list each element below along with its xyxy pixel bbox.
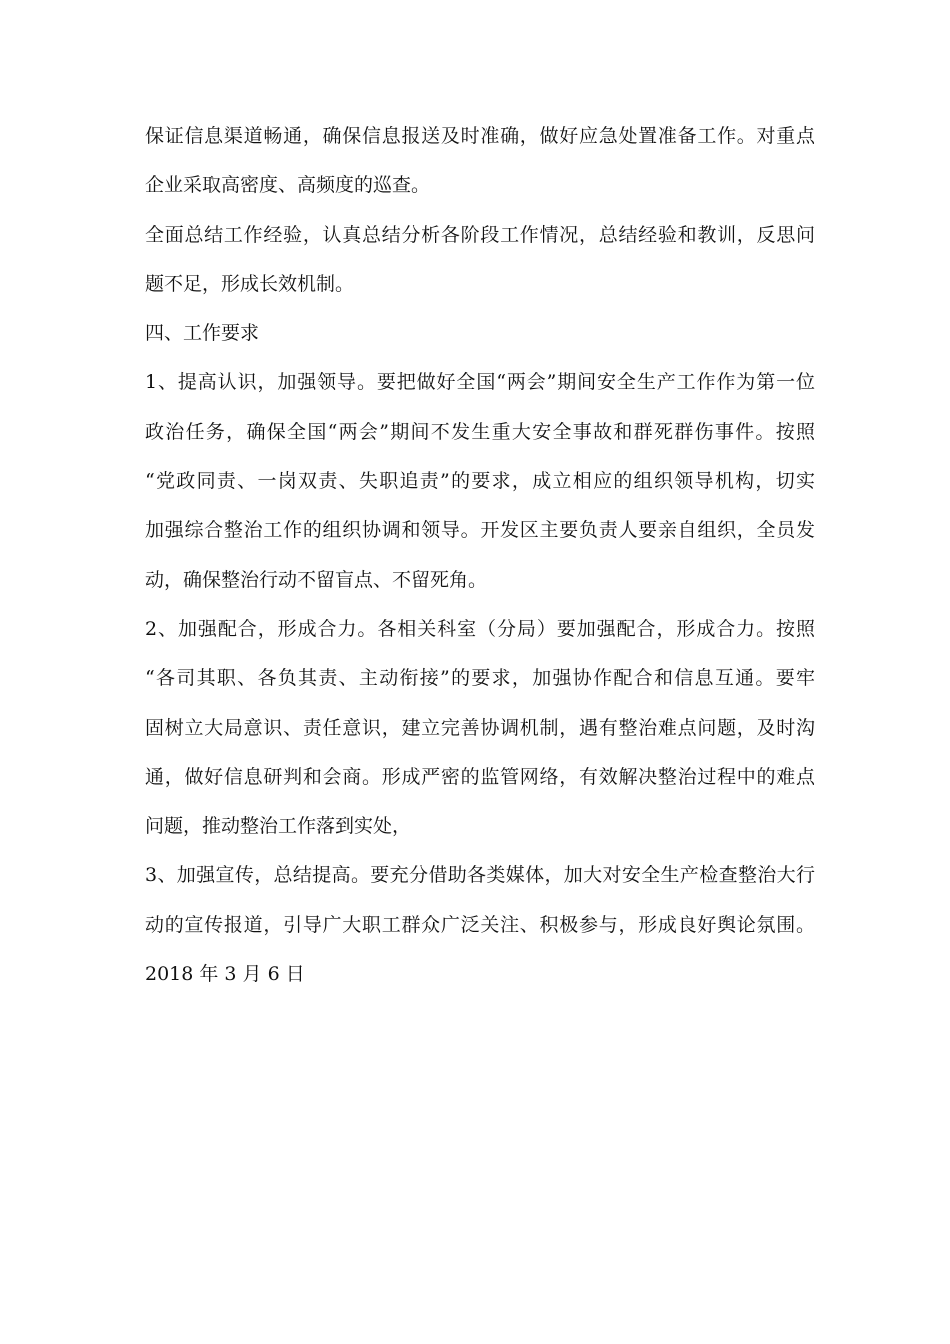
text-line: 保证信息渠道畅通，确保信息报送及时准确，做好应急处置准备工作。对重点 [145,125,815,147]
document-date: 2018 年 3 月 6 日 [145,963,305,986]
text-line: 问题，推动整治工作落到实处， [145,815,412,838]
text-line: 通，做好信息研判和会商。形成严密的监管网络，有效解决整治过程中的难点 [145,765,815,788]
text-line: 加强综合整治工作的组织协调和领导。开发区主要负责人要亲自组织，全员发 [145,519,815,542]
text-line: 全面总结工作经验，认真总结分析各阶段工作情况，总结经验和教训，反思问 [145,223,815,246]
text-line: 题不足，形成长效机制。 [145,272,355,295]
text-line: 企业采取高密度、高频度的巡查。 [145,174,431,197]
text-line: 政治任务，确保全国“两会”期间不发生重大安全事故和群死群伤事件。按照 [145,420,815,443]
text-line: 固树立大局意识、责任意识，建立完善协调机制，遇有整治难点问题，及时沟 [145,716,815,739]
text-line: 2、加强配合，形成合力。各相关科室（分局）要加强配合，形成合力。按照 [145,617,815,640]
text-line: “党政同责、一岗双责、失职追责”的要求，成立相应的组织领导机构，切实 [145,470,815,493]
text-line: 3、加强宣传，总结提高。要充分借助各类媒体，加大对安全生产检查整治大行 [145,864,815,887]
text-line: 1、提高认识，加强领导。要把做好全国“两会”期间安全生产工作作为第一位 [145,371,815,394]
document-body [145,112,815,999]
text-line: 动，确保整治行动不留盲点、不留死角。 [145,568,488,591]
text-line: “各司其职、各负其责、主动衔接”的要求，加强协作配合和信息互通。要牢 [145,667,815,690]
section-heading: 四、工作要求 [145,322,260,345]
text-line: 动的宣传报道，引导广大职工群众广泛关注、积极参与，形成良好舆论氛围。 [145,913,815,936]
